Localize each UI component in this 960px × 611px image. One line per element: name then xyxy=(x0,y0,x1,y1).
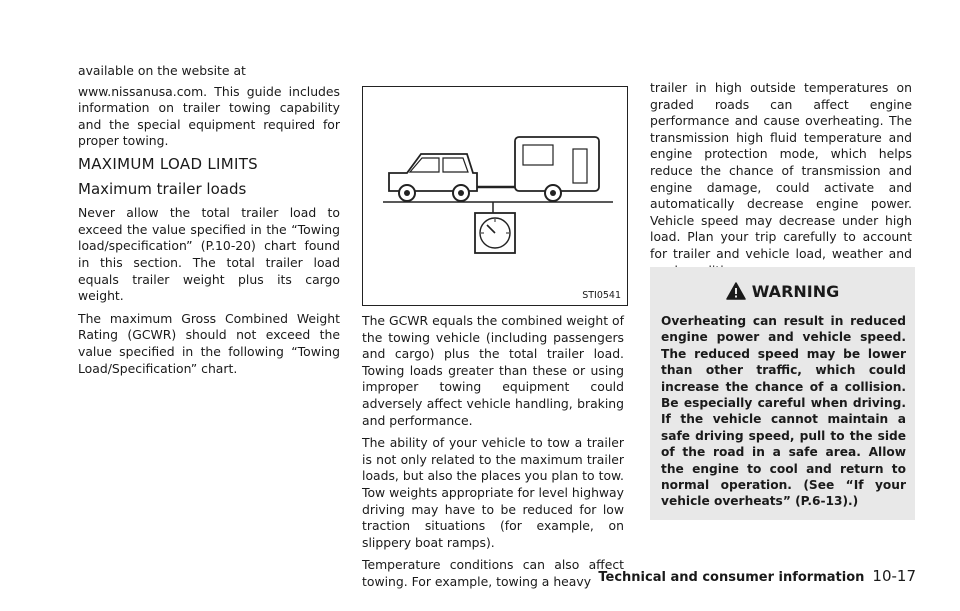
footer-section-title: Technical and consumer information xyxy=(598,570,865,585)
intro-line: available on the website at xyxy=(78,63,246,78)
paragraph-temperature: Temperature conditions can also affect towing. For example, towing a heavy xyxy=(362,557,624,589)
towing-illustration xyxy=(362,86,628,306)
warning-text: Overheating can result in reduced engine power and vehicle speed. The reduced speed may be lower than other traffic, which could increase the chance of a collision. Be especially careful when driving. If the vehicle cannot maintain a safe driving speed, pull to the side of the road in a safe area. Allow the engine to cool and return to normal operation. (See “If your vehicle overheats” (P.6-13).) xyxy=(661,314,906,509)
right-column xyxy=(650,80,912,285)
left-column xyxy=(78,63,340,383)
intro-paragraph: www.nissanusa.com. This guide includes information on trailer towing capability and the special equipment required for proper towing. xyxy=(78,83,340,149)
section-heading: MAXIMUM LOAD LIMITS xyxy=(78,154,259,173)
warning-triangle-icon xyxy=(726,282,746,300)
warning-box xyxy=(650,267,915,520)
warning-heading xyxy=(650,282,915,301)
subheading: Maximum trailer loads xyxy=(78,179,247,198)
figure-label: STI0541 xyxy=(582,290,621,301)
paragraph-gcwr: The maximum Gross Combined Weight Rating (GCWR) should not exceed the value specified in the following “Towing Load/Specification” chart. xyxy=(78,310,340,376)
warning-title: WARNING xyxy=(751,282,840,301)
paragraph-gcwr-definition: The GCWR equals the combined weight of the towing vehicle (including passengers and cargo) plus the total trailer load. Towing loads greater than these or using improper towing equipment could adversely affect vehicle handling, braking and performance. xyxy=(362,313,624,428)
paragraph-tow-places: The ability of your vehicle to tow a trailer is not only related to the maximum trailer loads, but also the places you plan to tow. Tow weights appropriate for level highway driving may have to be reduced for low traction situations (for example, on slippery boat ramps). xyxy=(362,435,624,550)
page-footer xyxy=(598,567,916,585)
paragraph-trailer-load: Never allow the total trailer load to exceed the value specified in the “Towing load/specification” (P.10-20) chart found in this section. The total trailer load equals trailer weight plus its cargo weight. xyxy=(78,205,340,304)
page-number: 10-17 xyxy=(872,567,916,585)
paragraph-overheating: trailer in high outside temperatures on graded roads can affect engine performance and cause overheating. The transmission high fluid temperature and engine protection mode, which helps reduce the chance of transmission and engine damage, could activate and automatically decrease engine power. Vehicle speed may decrease under high load. Plan your trip carefully to account for trailer and vehicle load, weather and xyxy=(650,80,912,261)
middle-column xyxy=(362,313,624,597)
truck-trailer-scale-icon xyxy=(363,87,629,307)
